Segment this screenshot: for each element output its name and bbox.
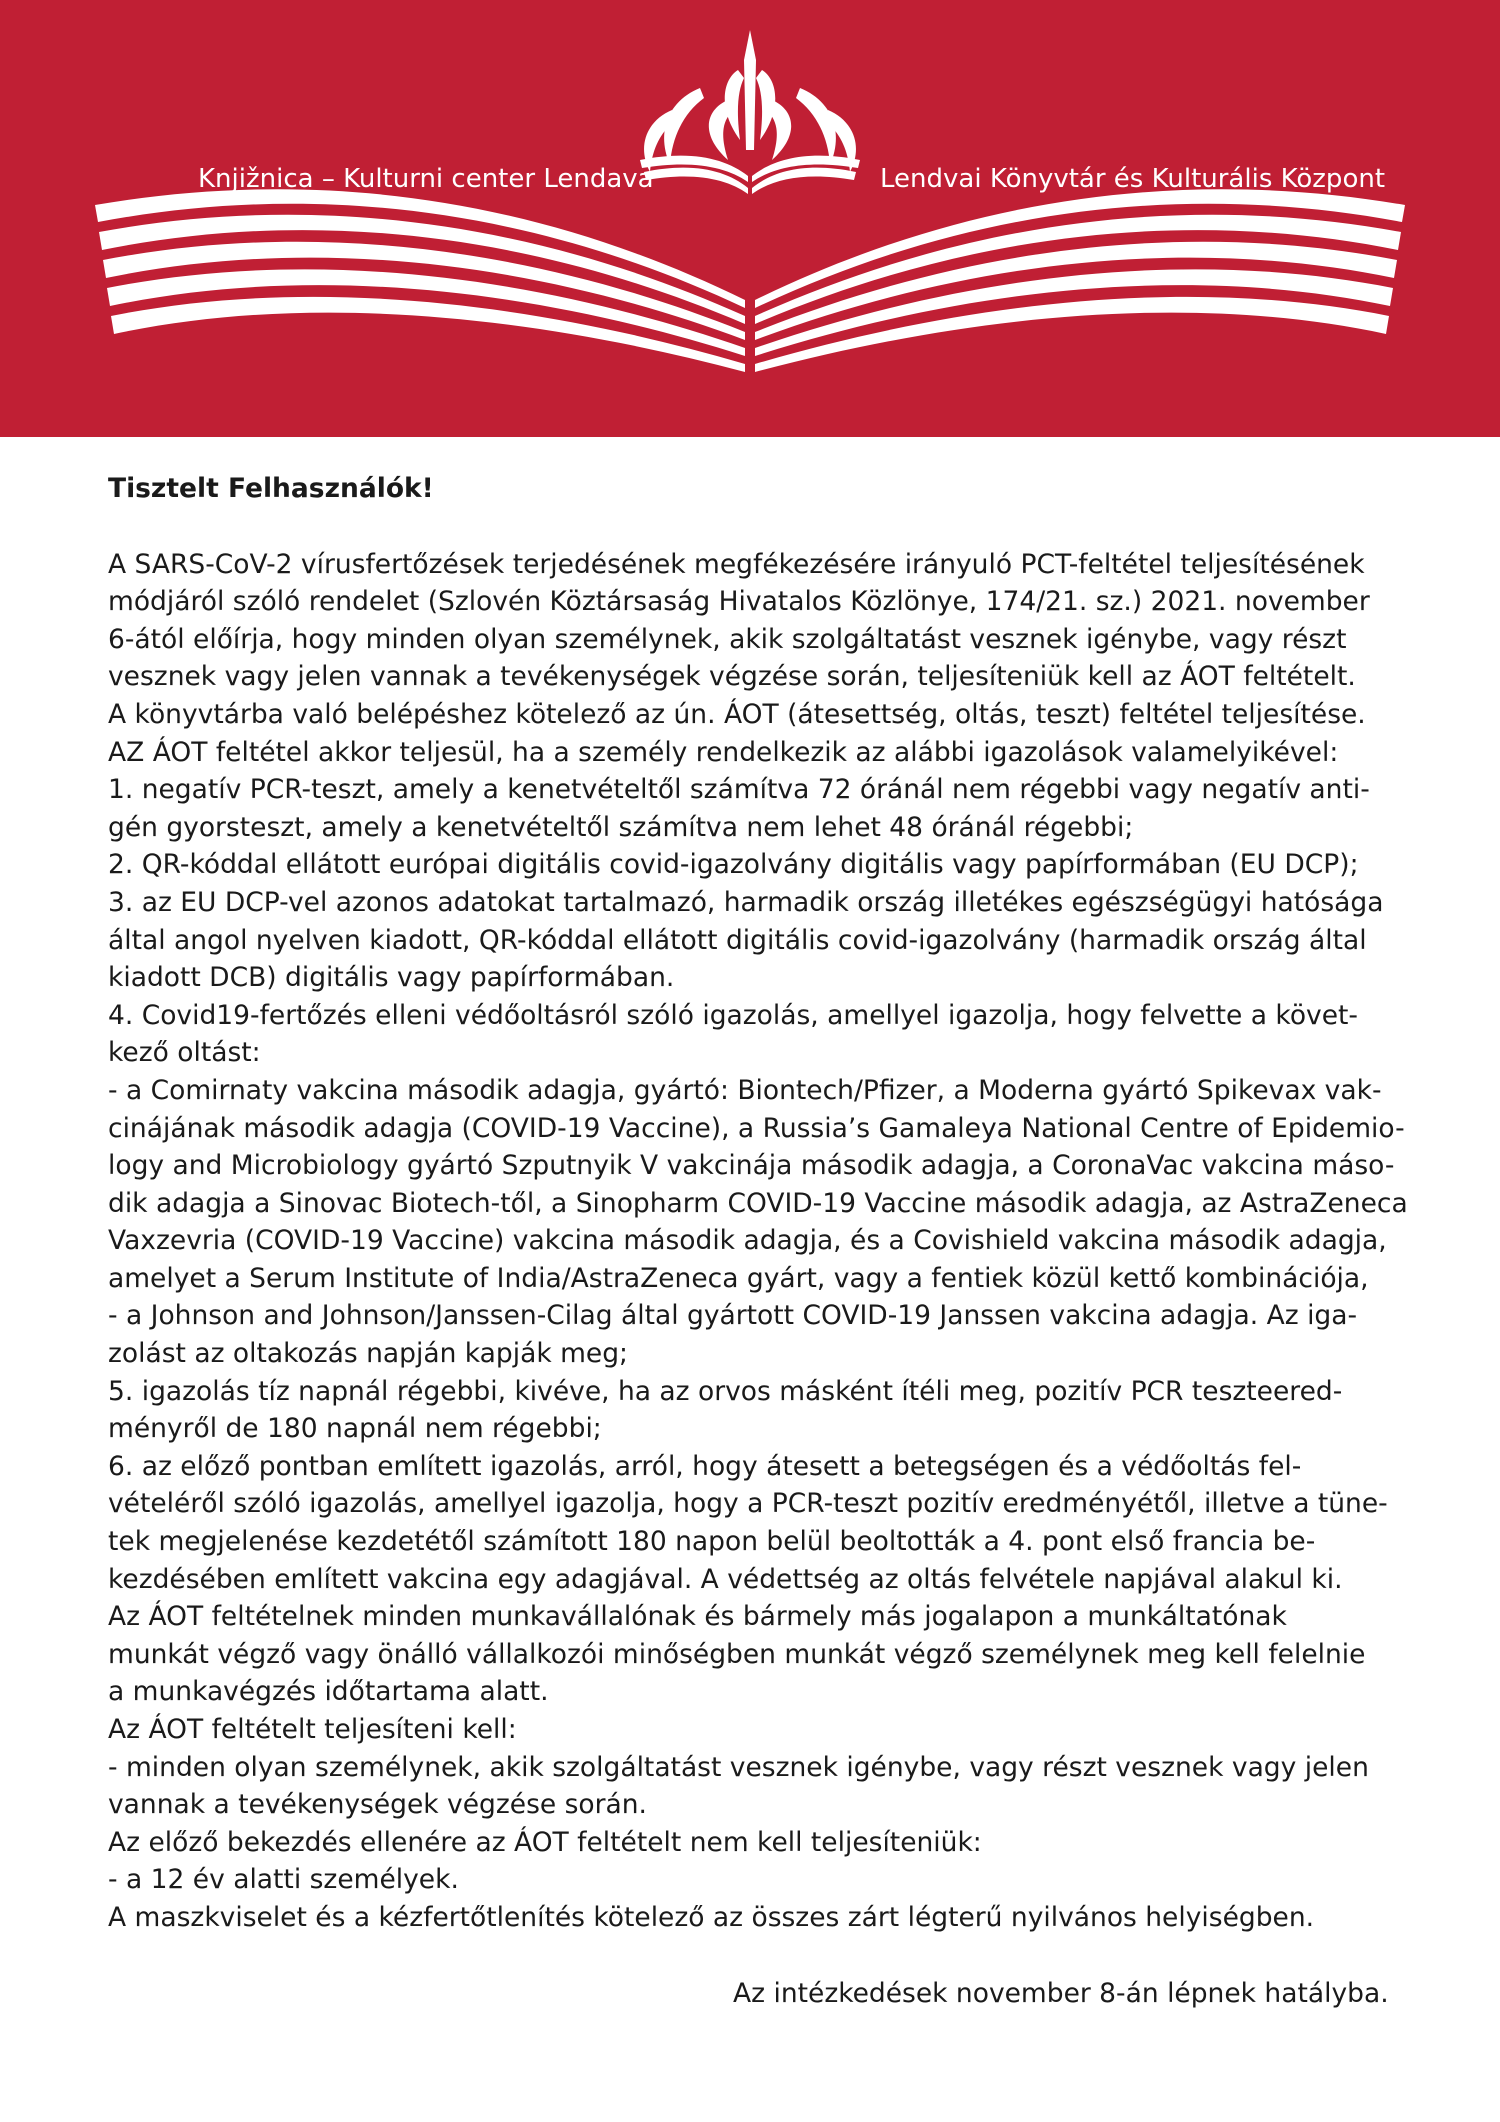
text-line: a munkavégzés időtartama alatt. — [108, 1676, 549, 1708]
text-line: vesznek vagy jelen vannak a tevékenységek végzése során, teljesíteniük kell az ÁOT feltételt. — [108, 661, 1356, 693]
org-name-hungarian: Lendvai Könyvtár és Kulturális Központ — [880, 164, 1386, 194]
closing-line: Az intézkedések november 8-án lépnek hatályba. — [733, 1978, 1389, 2009]
paragraph-lines — [108, 546, 1408, 1937]
text-line: Vaxzevria (COVID-19 Vaccine) vakcina második adagja, és a Covishield vakcina második adagja, — [108, 1225, 1387, 1257]
text-line: logy and Microbiology gyártó Szputnyik V vakcinája második adagja, a CoronaVac vakcina máso- — [108, 1150, 1395, 1182]
text-line: 5. igazolás tíz napnál régebbi, kivéve, ha az orvos másként ítéli meg, pozitív PCR teszteered- — [108, 1375, 1343, 1407]
org-name-slovene: Knjižnica – Kulturni center Lendava — [198, 164, 654, 194]
text-line: 1. negatív PCR-teszt, amely a kenetvételtől számítva 72 óránál nem régebbi vagy negatív anti- — [108, 774, 1370, 806]
text-line: módjáról szóló rendelet (Szlovén Köztársaság Hivatalos Közlönye, 174/21. sz.) 2021. november — [108, 586, 1370, 618]
open-book-with-wheat-logo-icon — [0, 0, 1500, 437]
text-line: - a Comirnaty vakcina második adagja, gyártó: Biontech/Pfizer, a Moderna gyártó Spikevax vak- — [108, 1074, 1382, 1106]
text-line: cinájának második adagja (COVID-19 Vaccine), a Russia’s Gamaleya National Centre of Epidemio- — [108, 1112, 1405, 1144]
text-line: 2. QR-kóddal ellátott európai digitális covid-igazolvány digitális vagy papírformában (EU DCP); — [108, 849, 1359, 881]
text-line: által angol nyelven kiadott, QR-kóddal ellátott digitális covid-igazolvány (harmadik ország által — [108, 924, 1367, 956]
text-line: Az ÁOT feltételt teljesíteni kell: — [108, 1714, 517, 1745]
text-line: amelyet a Serum Institute of India/AstraZeneca gyárt, vagy a fentiek közül kettő kombinációja, — [108, 1262, 1369, 1294]
text-line: Az előző bekezdés ellenére az ÁOT feltételt nem kell teljesíteniük: — [108, 1826, 982, 1858]
text-line: A maszkviselet és a kézfertőtlenítés kötelező az összes zárt légterű nyilvános helyiségben. — [108, 1901, 1315, 1933]
text-line: vannak a tevékenységek végzése során. — [108, 1789, 647, 1821]
text-line: Az ÁOT feltételnek minden munkavállalónak és bármely más jogalapon a munkáltatónak — [108, 1601, 1287, 1633]
text-line: - minden olyan személynek, akik szolgáltatást vesznek igénybe, vagy részt vesznek vagy jelen — [108, 1751, 1369, 1783]
header-banner — [0, 0, 1500, 437]
text-line: kezdésében említett vakcina egy adagjával. A védettség az oltás felvétele napjával alakul ki. — [108, 1563, 1343, 1595]
text-line: - a Johnson and Johnson/Janssen-Cilag által gyártott COVID-19 Janssen vakcina adagja. Az iga- — [108, 1300, 1358, 1332]
text-line: - a 12 év alatti személyek. — [108, 1864, 459, 1896]
text-line: 3. az EU DCP-vel azonos adatokat tartalmazó, harmadik ország illetékes egészségügyi hatósága — [108, 886, 1384, 918]
letter-body — [108, 470, 1408, 1937]
text-line: vételéről szóló igazolás, amellyel igazolja, hogy a PCR-teszt pozitív eredményétől, illetve a tüne- — [108, 1488, 1388, 1520]
text-line: ményről de 180 napnál nem régebbi; — [108, 1413, 602, 1445]
text-line: munkát végző vagy önálló vállalkozói minőségben munkát végző személynek meg kell felelnie — [108, 1638, 1366, 1670]
text-line: AZ ÁOT feltétel akkor teljesül, ha a személy rendelkezik az alábbi igazolások valamelyikével: — [108, 736, 1339, 768]
text-line: tek megjelenése kezdetétől számított 180 napon belül beoltották a 4. pont első francia be- — [108, 1526, 1316, 1558]
text-line: 6-ától előírja, hogy minden olyan személynek, akik szolgáltatást vesznek igénybe, vagy részt — [108, 623, 1347, 655]
text-line: A SARS-CoV-2 vírusfertőzések terjedésének megfékezésére irányuló PCT-feltétel teljesítésének — [108, 548, 1365, 580]
text-line: gén gyorsteszt, amely a kenetvételtől számítva nem lehet 48 óránál régebbi; — [108, 811, 1134, 843]
text-line: dik adagja a Sinovac Biotech-től, a Sinopharm COVID-19 Vaccine második adagja, az AstraZeneca — [108, 1187, 1408, 1219]
text-line: A könyvtárba való belépéshez kötelező az ún. ÁOT (átesettség, oltás, teszt) feltétel teljesítése. — [108, 698, 1366, 730]
greeting: Tisztelt Felhasználók! — [108, 473, 434, 504]
text-line: 6. az előző pontban említett igazolás, arról, hogy átesett a betegségen és a védőoltás fel- — [108, 1450, 1302, 1482]
text-line: kező oltást: — [108, 1037, 261, 1069]
text-line: 4. Covid19-fertőzés elleni védőoltásról szóló igazolás, amellyel igazolja, hogy felvette a követ- — [108, 999, 1358, 1031]
text-line: kiadott DCB) digitális vagy papírformában. — [108, 962, 675, 994]
text-line: zolást az oltakozás napján kapják meg; — [108, 1338, 628, 1370]
